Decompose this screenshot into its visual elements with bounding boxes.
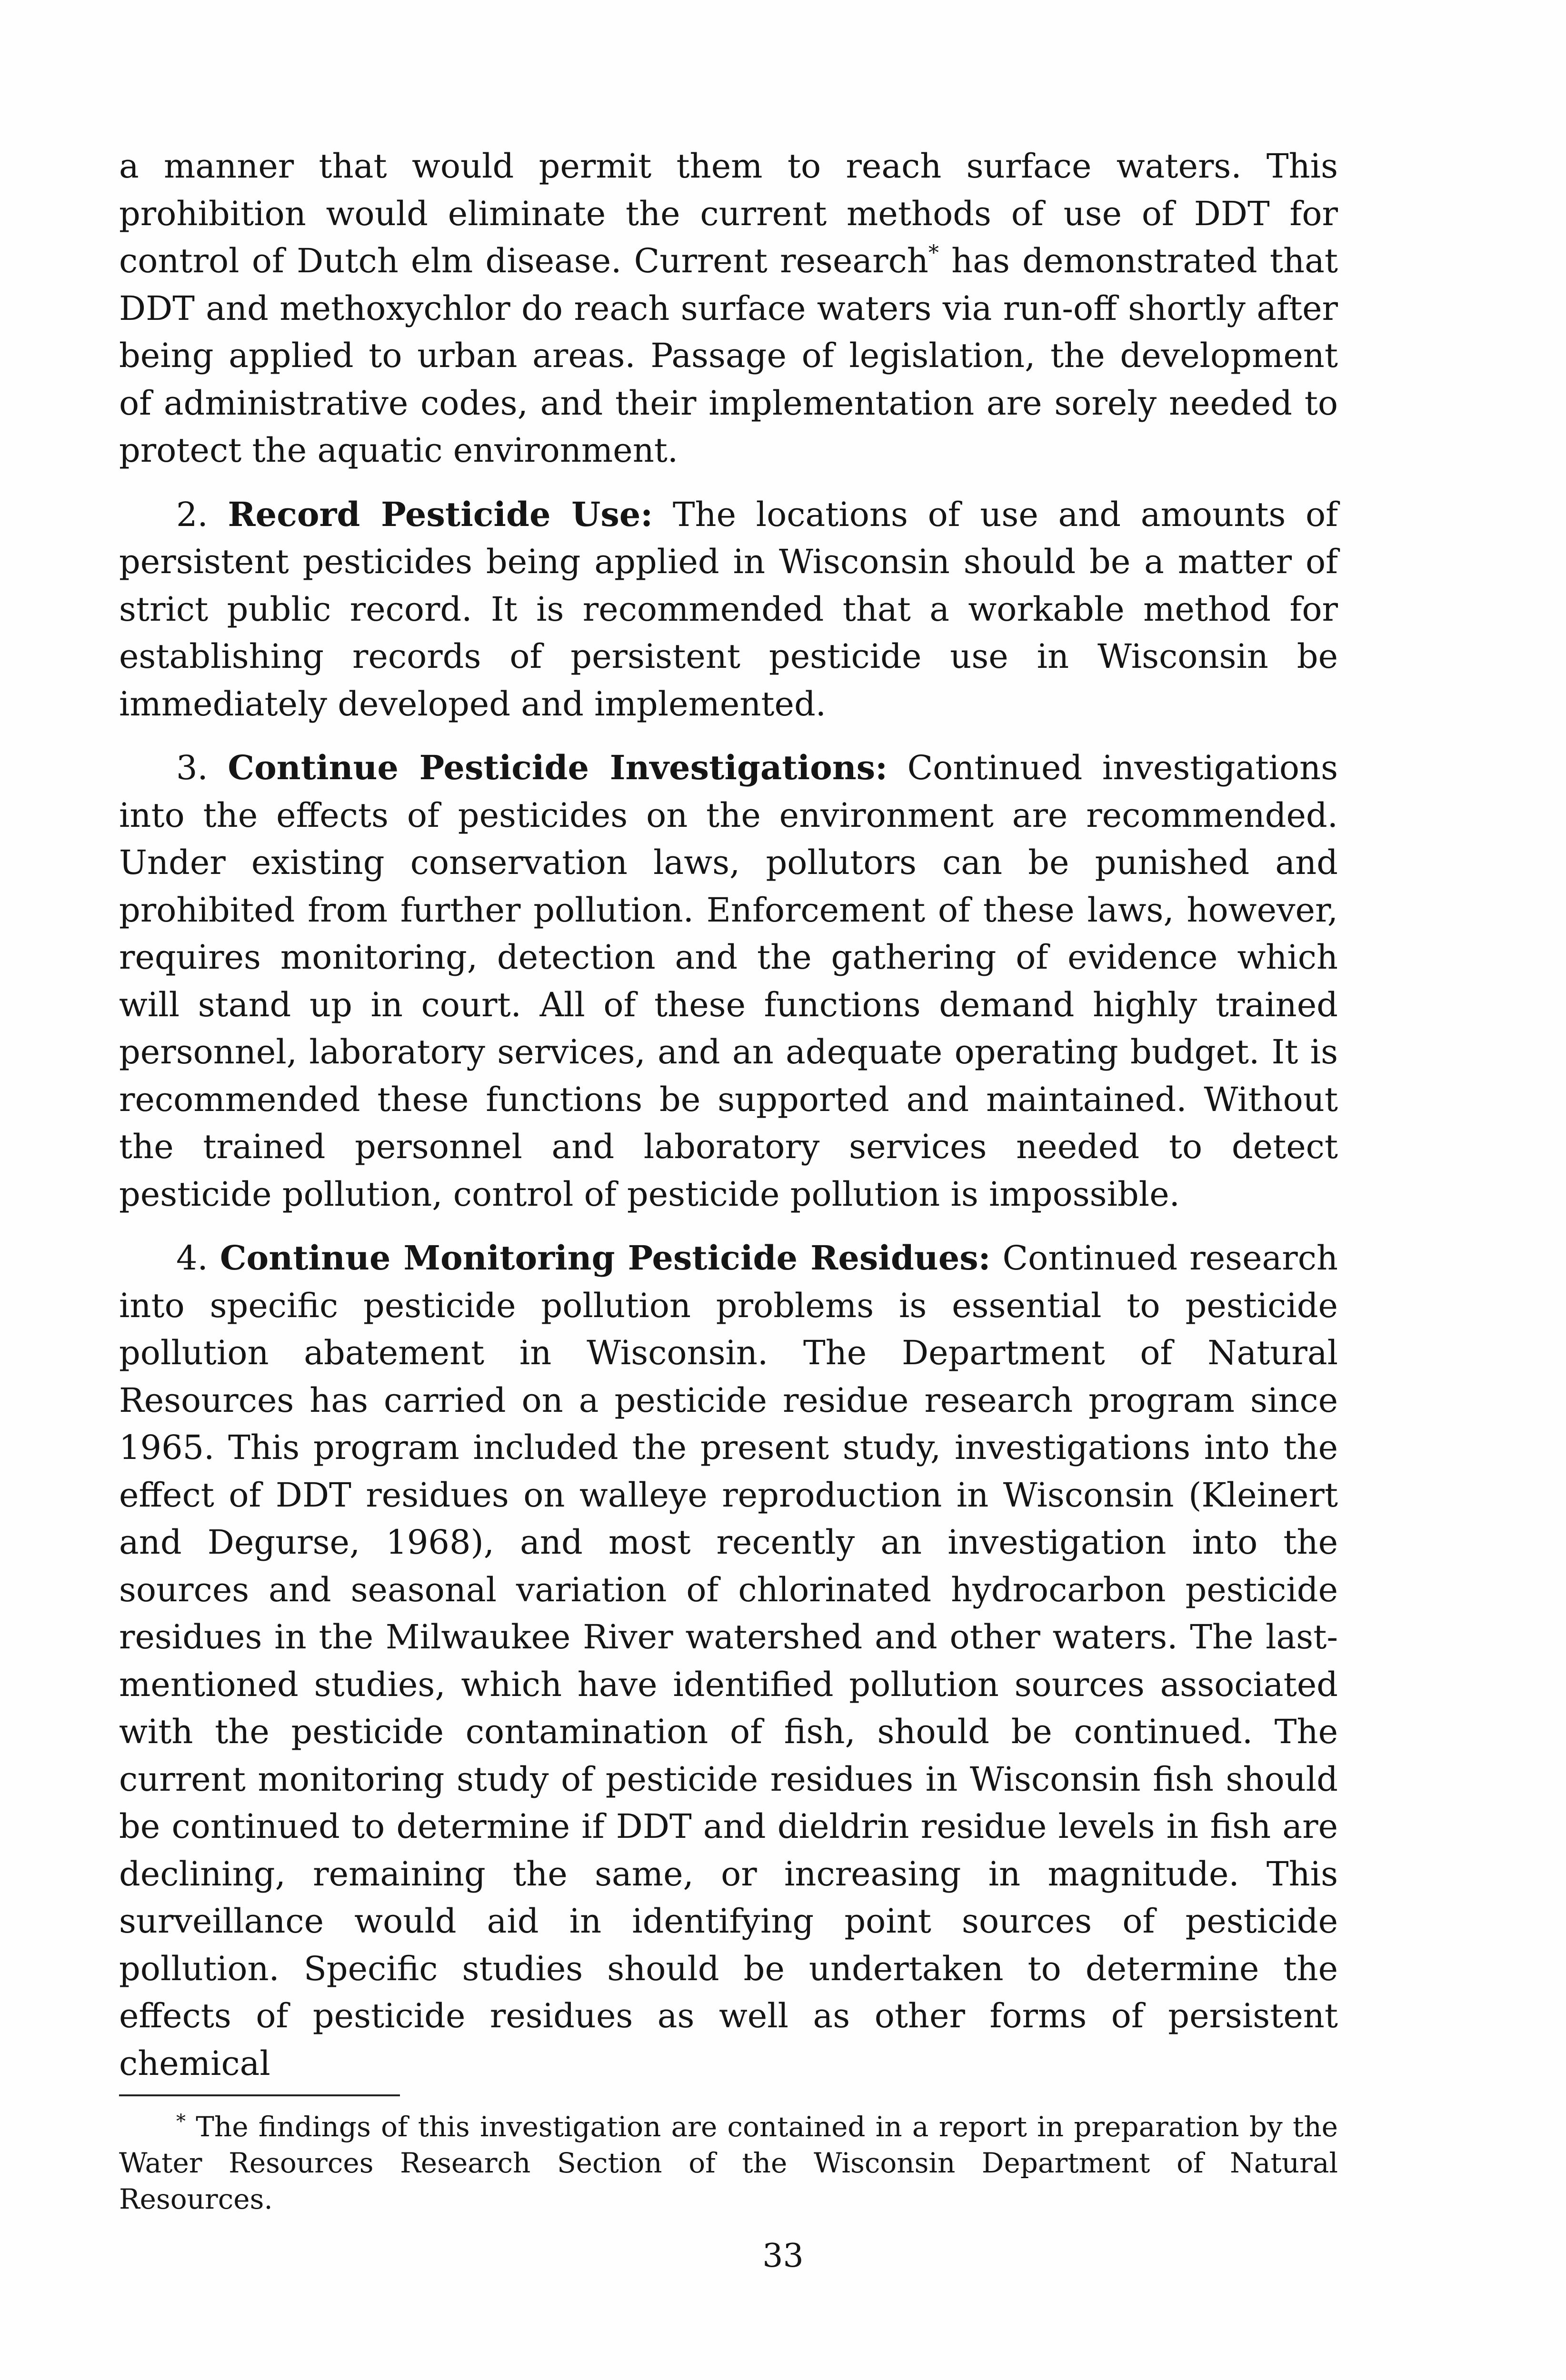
item-heading: Record Pesticide Use: xyxy=(228,494,653,534)
footnote-divider xyxy=(119,2094,400,2096)
body-text xyxy=(119,143,1338,2087)
footnote-text: The findings of this investigation are contained in a report in preparation by the Water Resources Research Section of the Wisconsin Department of Natural Resources. xyxy=(119,2111,1338,2215)
item-number: 4. xyxy=(176,1239,220,1278)
item-number: 3. xyxy=(176,748,228,787)
page-number: 33 xyxy=(762,2237,804,2275)
paragraph-text: a manner that would permit them to reach surface waters. This prohibition would eliminate the current methods of use of DDT for control of Dutch elm disease. Current research xyxy=(119,147,1338,280)
footnote xyxy=(119,2109,1338,2217)
footnote-mark: * xyxy=(176,2111,186,2132)
item-text: The locations of use and amounts of persistent pesticides being applied in Wisconsin should be a matter of strict public record. It is recommended that a workable method for establishing records of persistent pesticide use in Wisconsin be immediately developed and implemented. xyxy=(119,495,1338,724)
recommendation-item xyxy=(119,1234,1338,2087)
footnote-reference-mark: * xyxy=(928,241,939,265)
item-text: Continued research into specific pesticide pollution problems is essential to pesticide pollution abatement in Wisconsin. The Department of Natural Resources has carried on a pesticide residue research program since 1965. This program included the present study, investigations into the effect of DDT residues on walleye reproduction in Wisconsin (Kleinert and Degurse, 1968), and most recently an investigation into the sources and seasonal variation of chlorinated hydrocarbon pesticide residues in the Milwaukee River watershed and other waters. The last-mentioned studies, which have identified pollution sources associated with the pesticide contamination of fish, should be continued. The current monitoring study of pesticide residues in Wisconsin fish should be continued to determine if DDT and dieldrin residue levels in fish are declining, remaining the same, or increasing in magnitude. This surveillance would aid in identifying point sources of pesticide pollution. Specific studies should be undertaken to determine the effects of pesticide residues as well as other forms of persistent chemical xyxy=(119,1239,1338,2083)
item-heading: Continue Monitoring Pesticide Residues: xyxy=(219,1238,991,1278)
item-heading: Continue Pesticide Investigations: xyxy=(228,748,888,787)
paragraph-text: has demonstrated that DDT and methoxychlor do reach surface waters via run-off shortly after being applied to urban areas. Passage of legislation, the development of administrative codes, and their implementation are sorely needed to protect the aquatic environment. xyxy=(119,241,1338,470)
item-text: Continued investigations into the effects of pesticides on the environment are recommended. Under existing conservation laws, pollutors can be punished and prohibited from further pollution. Enforcement of these laws, however, requires monitoring, detection and the gathering of evidence which will stand up in court. All of these functions demand highly trained personnel, laboratory services, and an adequate operating budget. It is recommended these functions be supported and maintained. Without the trained personnel and laboratory services needed to detect pesticide pollution, control of pesticide pollution is impossible. xyxy=(119,748,1338,1214)
item-number: 2. xyxy=(176,495,228,534)
recommendation-item xyxy=(119,744,1338,1218)
paragraph-continued xyxy=(119,143,1338,475)
recommendation-item xyxy=(119,491,1338,728)
